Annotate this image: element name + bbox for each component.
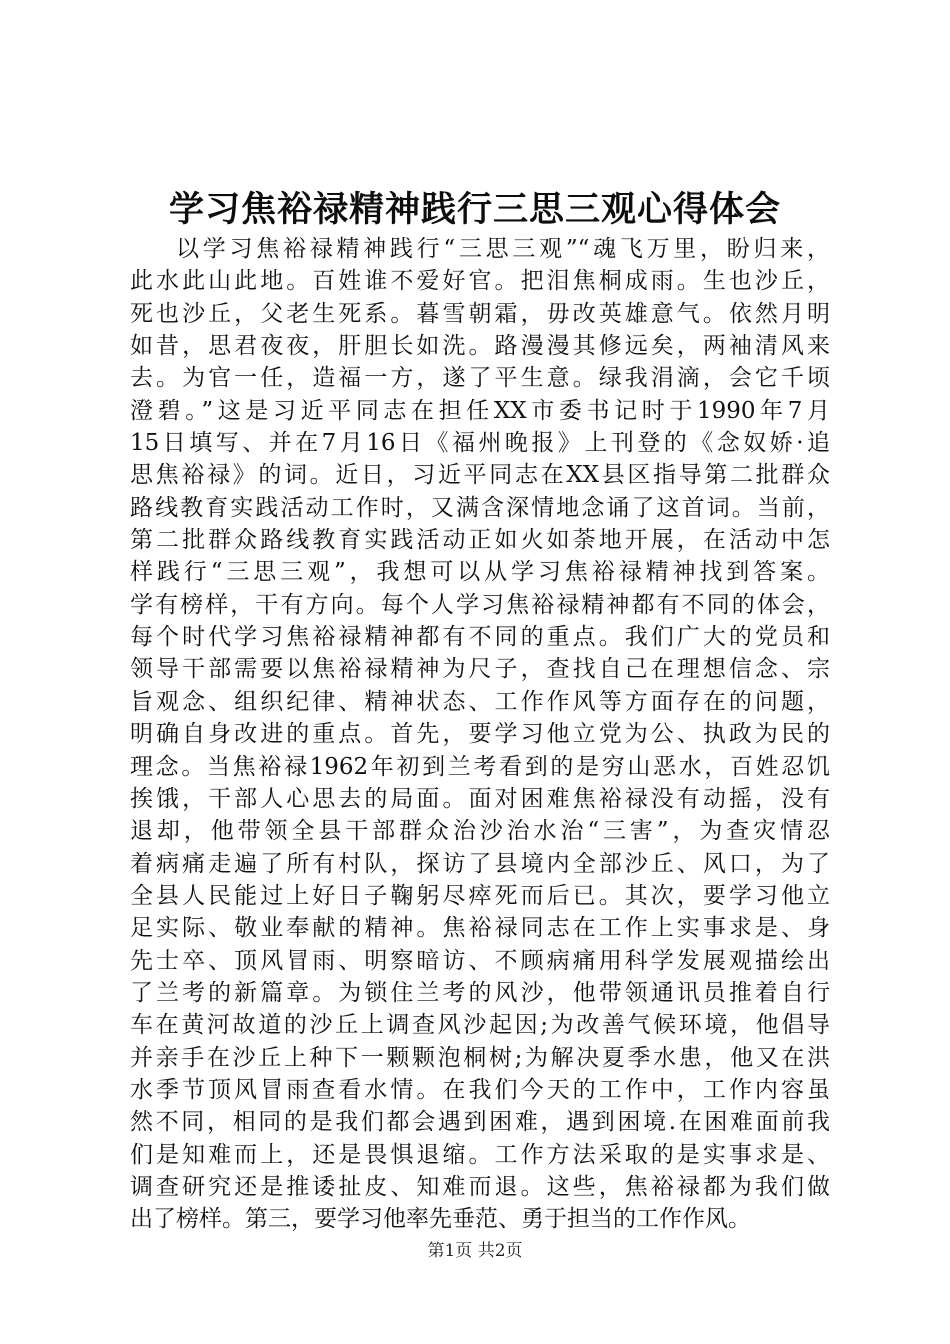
body-line: 澄碧。”这是习近平同志在担任XX市委书记时于1990年7月 [130,397,830,424]
body-line: 理念。当焦裕禄1962年初到兰考看到的是穷山恶水，百姓忍饥 [130,753,830,780]
body-line: 车在黄河故道的沙丘上调查风沙起因;为改善气候环境，他倡导 [130,1012,830,1039]
body-line: 然不同，相同的是我们都会遇到困难，遇到困境.在困难面前我 [130,1109,830,1136]
document-title: 学习焦裕禄精神践行三思三观心得体会 [168,189,781,230]
body-line: 旨观念、组织纪律、精神状态、工作作风等方面存在的问题， [130,688,830,715]
body-line: 学有榜样，干有方向。每个人学习焦裕禄精神都有不同的体会， [130,591,830,618]
body-line: 以学习焦裕禄精神践行“三思三观”“魂飞万里，盼归来， [176,236,830,262]
body-line: 退却，他带领全县干部群众治沙治水治“三害”，为查灾情忍 [130,818,830,845]
body-line: 们是知难而上，还是畏惧退缩。工作方法采取的是实事求是、 [130,1141,830,1168]
body-line: 样践行“三思三观”，我想可以从学习焦裕禄精神找到答案。 [130,559,830,586]
body-line: 领导干部需要以焦裕禄精神为尺子，查找自己在理想信念、宗 [130,656,830,683]
body-line: 第二批群众路线教育实践活动正如火如荼地开展，在活动中怎 [130,527,830,554]
body-line: 如昔，思君夜夜，肝胆长如洗。路漫漫其修远矣，两袖清风来 [130,333,830,360]
body-line: 出了榜样。第三，要学习他率先垂范、勇于担当的工作作风。 [130,1206,751,1233]
body-line: 死也沙丘，父老生死系。暮雪朝霜，毋改英雄意气。依然月明 [130,300,830,327]
body-line: 思焦裕禄》的词。近日，习近平同志在XX县区指导第二批群众 [130,462,830,489]
body-line: 挨饿，干部人心思去的局面。面对困难焦裕禄没有动摇，没有 [130,785,830,812]
body-line: 着病痛走遍了所有村队，探访了县境内全部沙丘、风口，为了 [130,850,830,877]
body-line: 明确自身改进的重点。首先，要学习他立党为公、执政为民的 [130,721,830,748]
body-line: 调查研究还是推诿扯皮、知难而退。这些，焦裕禄都为我们做 [130,1173,830,1200]
body-line: 并亲手在沙丘上种下一颗颗泡桐树;为解决夏季水患，他又在洪 [130,1044,830,1071]
body-line: 此水此山此地。百姓谁不爱好官。把泪焦桐成雨。生也沙丘， [130,268,830,295]
body-line: 去。为官一任，造福一方，遂了平生意。绿我涓滴，会它千顷 [130,365,830,392]
body-line: 路线教育实践活动工作时，又满含深情地念诵了这首词。当前， [130,494,830,521]
body-line: 足实际、敬业奉献的精神。焦裕禄同志在工作上实事求是、身 [130,915,830,942]
body-line: 15日填写、并在7月16日《福州晚报》上刊登的《念奴娇·追 [130,430,830,457]
document-body [130,233,830,1236]
body-line: 水季节顶风冒雨查看水情。在我们今天的工作中，工作内容虽 [130,1076,830,1103]
page-footer: 第1页 共2页 [427,1241,523,1261]
body-line: 了兰考的新篇章。为锁住兰考的风沙，他带领通讯员推着自行 [130,979,830,1006]
body-line: 全县人民能过上好日子鞠躬尽瘁死而后已。其次，要学习他立 [130,882,830,909]
body-line: 先士卒、顶风冒雨、明察暗访、不顾病痛用科学发展观描绘出 [130,947,830,974]
body-line: 每个时代学习焦裕禄精神都有不同的重点。我们广大的党员和 [130,624,830,651]
